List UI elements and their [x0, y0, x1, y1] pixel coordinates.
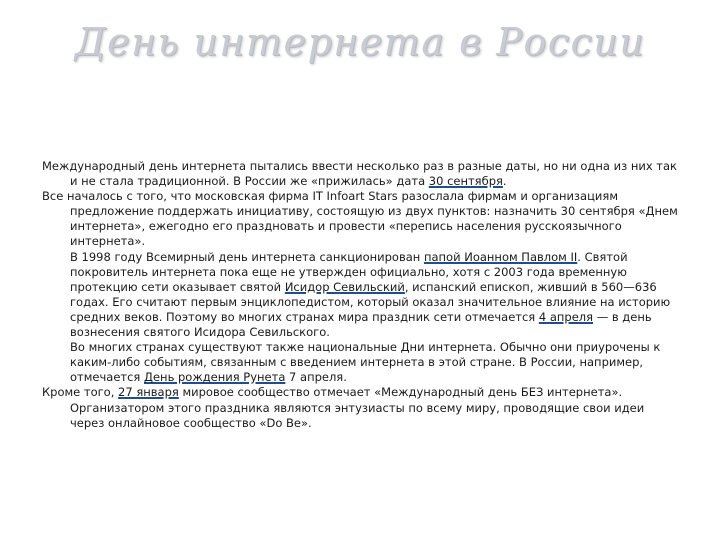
link-27-january[interactable]: 27 января — [118, 385, 179, 400]
paragraph-text: Все началось с того, что московская фирма IT Infoart Stars разослала фирмам и организациям предложение поддержать инициативу, состоящую из двух пунктов: назначить 30 сентября «Днем интернета», ежегодно его праздновать и провести «перепись населения русскоязычного интернета». — [42, 189, 678, 249]
paragraph-text: В 1998 году Всемирный день интернета санкционирован — [70, 249, 424, 264]
link-isidore-of-seville[interactable]: Исидор Севильский — [284, 279, 405, 294]
paragraph-text: Во многих странах существуют также национальные Дни интернета. Обычно они приурочены к каким-либо событиям, связанным с введением интернета в этой стране. В России, например, отмечается — [70, 340, 661, 385]
link-pope-john-paul[interactable]: папой Иоанном Павлом II — [423, 249, 578, 264]
link-4-april[interactable]: 4 апреля — [538, 309, 594, 324]
paragraph-text: , испанский епископ, живший в 560—636 годах. Его считают первым энциклопедистом, который оказал значительное влияние на историю средних веков. Поэтому во многих странах мира праздник сети отмечается — [70, 279, 671, 324]
paragraph-text: . — [502, 174, 507, 189]
paragraph-text: . Святой покровитель интернета пока еще не утвержден официально, хотя с 2003 года временную протекцию сети оказывает святой — [70, 249, 628, 294]
paragraph-no-internet-day — [42, 385, 682, 430]
paragraph-text: 7 апреля. — [285, 370, 347, 385]
paragraph-text: мировое сообщество отмечает «Международный день БЕЗ интернета». Организатором этого праздника являются энтузиасты по всему миру, проводящие свои идеи через онлайновое сообщество «Do Be». — [70, 385, 645, 430]
link-30-september[interactable]: 30 сентября — [428, 174, 503, 189]
paragraph-text: — в день вознесения святого Исидора Севильского. — [70, 309, 652, 340]
link-runet-birthday[interactable]: День рождения Рунета — [144, 370, 286, 385]
paragraph-history — [42, 189, 682, 385]
slide-body — [42, 159, 682, 431]
paragraph-text: Кроме того, — [42, 385, 119, 400]
slide-title: День интернета в России — [74, 20, 646, 64]
paragraph-intro — [42, 159, 682, 189]
paragraph-text: Международный день интернета пытались ввести несколько раз в разные даты, но ни одна из них так и не стала традиционной. В России же «прижилась» дата — [42, 159, 677, 189]
